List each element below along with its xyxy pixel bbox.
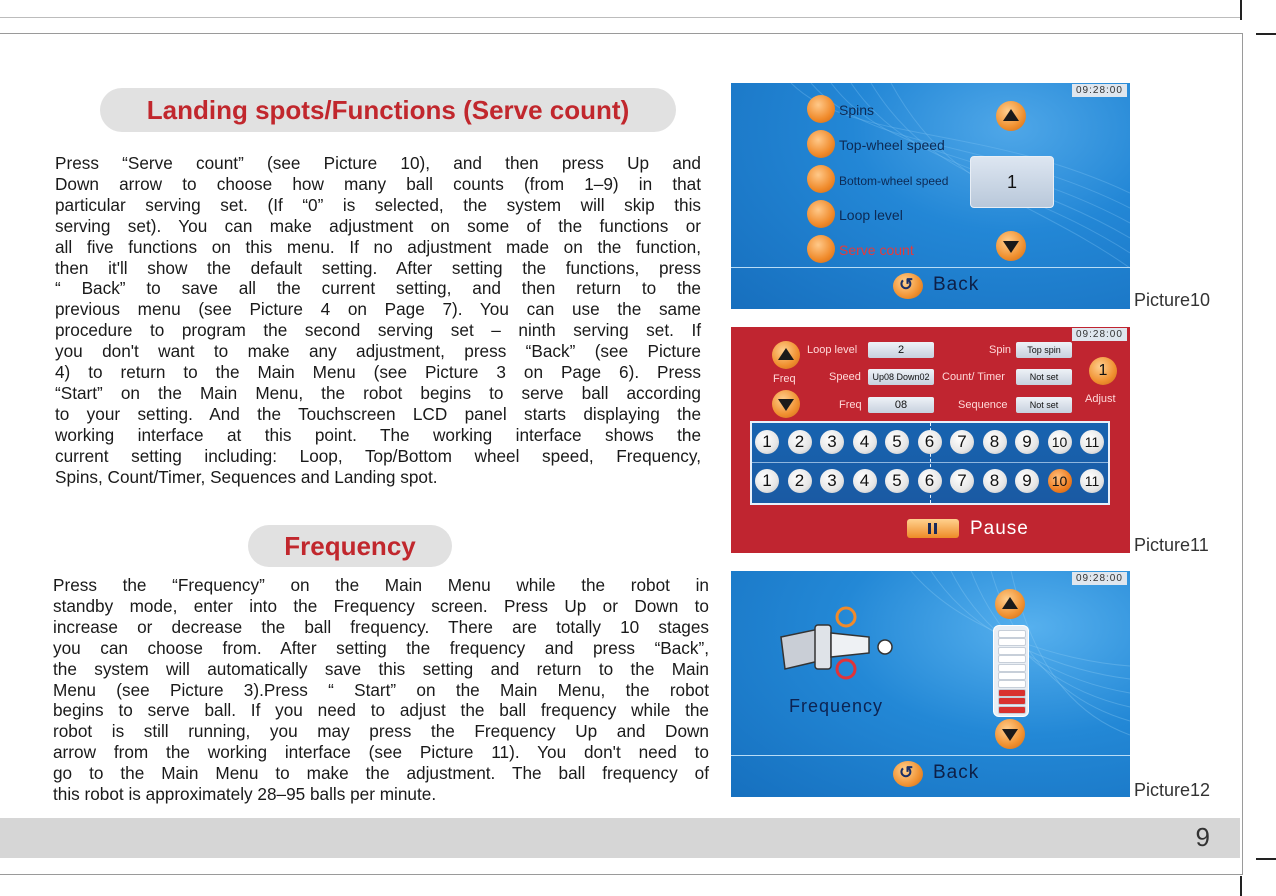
caption-picture12: Picture12 (1134, 780, 1211, 800)
caption-picture11: Picture11 (1134, 535, 1209, 555)
up-arrow-icon (1002, 597, 1018, 609)
paragraph-line: all five functions on this menu. If no adjustment made on the function, (55, 236, 701, 257)
landing-spot-button[interactable]: 5 (885, 469, 909, 493)
serve-count-button[interactable] (807, 235, 835, 263)
crop-mark (1240, 876, 1242, 896)
landing-spot-button[interactable]: 11 (1080, 469, 1104, 493)
meter-segment (998, 706, 1026, 714)
landing-spot-button[interactable]: 5 (885, 430, 909, 454)
down-arrow-icon (778, 399, 794, 411)
loop-level-button[interactable] (807, 200, 835, 228)
freq-value: 08 (868, 397, 934, 413)
meter-segment (998, 697, 1026, 705)
paragraph-line: you don't want to make any adjustment, press “Back” (see Picture (55, 341, 701, 362)
landing-spot-button[interactable]: 2 (788, 469, 812, 493)
sequence-value: Not set (1016, 397, 1072, 413)
frequency-down-button[interactable] (995, 719, 1025, 749)
paragraph-line: begins to serve ball. If you need to adjust the ball frequency while the (53, 700, 709, 721)
paragraph-line: Menu (see Picture 3).Press “ Start” on the Main Menu, the robot (53, 679, 709, 700)
paragraph-line: previous menu (see Picture 4 on Page 7). You can use the same (55, 299, 701, 320)
paragraph-line: working interface at this point. The working interface shows the (55, 424, 701, 445)
frequency-up-button[interactable] (995, 589, 1025, 619)
frequency-level-meter (993, 625, 1029, 717)
landing-spot-button[interactable]: 11 (1080, 430, 1104, 454)
freq-side-label: Freq (773, 373, 796, 385)
landing-spot-button[interactable]: 10 (1048, 430, 1072, 454)
freq-down-button[interactable] (772, 390, 800, 418)
down-arrow-button[interactable] (996, 231, 1026, 261)
speed-value: Up08 Down02 (868, 369, 934, 385)
paragraph-line: Press “Serve count” (see Picture 10), and then press Up and (55, 153, 701, 173)
meter-segment (998, 672, 1026, 680)
meter-segment (998, 655, 1026, 663)
divider (731, 267, 1130, 268)
robot-head-icon (779, 603, 899, 683)
pause-label: Pause (970, 518, 1029, 539)
picture10-screen (731, 83, 1130, 309)
menu-label-serve-count[interactable]: Serve count (839, 242, 914, 258)
landing-spot-button[interactable]: 9 (1015, 469, 1039, 493)
paragraph-line: go to the Main Menu to make the adjustment. The ball frequency of (53, 763, 709, 784)
crop-mark (1240, 0, 1242, 20)
up-arrow-button[interactable] (996, 101, 1026, 131)
frequency-paragraph (53, 575, 709, 805)
back-arrow-icon: ↺ (899, 763, 914, 782)
freq-label: Freq (839, 399, 862, 411)
count-timer-label: Count/ Timer (942, 371, 1005, 383)
top-wheel-button[interactable] (807, 130, 835, 158)
paragraph-line: standby mode, enter into the Frequency screen. Press Up or Down to (53, 595, 709, 616)
section-heading-serve-count: Landing spots/Functions (Serve count) (100, 88, 676, 132)
spin-value: Top spin (1016, 342, 1072, 358)
paragraph-line: robot is still running, you may press the Frequency Up and Down (53, 721, 709, 742)
landing-spot-button[interactable]: 4 (853, 469, 877, 493)
paragraph-line: Press the “Frequency” on the Main Menu while the robot in (53, 575, 709, 595)
down-arrow-icon (1003, 241, 1019, 253)
spin-label: Spin (989, 344, 1012, 356)
landing-spot-button[interactable]: 10 (1048, 469, 1072, 493)
paragraph-line: to your setting. And the Touchscreen LCD panel starts displaying the (55, 403, 701, 424)
landing-spot-button[interactable]: 8 (983, 430, 1007, 454)
crop-mark (1256, 33, 1276, 35)
clock: 09:28:00 (1072, 84, 1127, 97)
paragraph-line: “Start” on the Main Menu, the robot begins to serve ball according (55, 382, 701, 403)
paragraph-line: 4) to return to the Main Menu (see Picture 3 on Page 6). Press (55, 362, 701, 383)
paragraph-line: arrow from the working interface (see Picture 11). You don't need to (53, 742, 709, 763)
back-button[interactable] (893, 272, 1003, 300)
loop-level-value: 2 (868, 342, 934, 358)
paragraph-line: you can choose from. After setting the frequency and press “Back”, (53, 637, 709, 658)
paragraph-line: particular serving set. (If “0” is selected, the system will skip this (55, 194, 701, 215)
paragraph-line: Spins, Count/Timer, Sequences and Landing spot. (55, 466, 438, 487)
paragraph-line: then it'll show the default setting. After setting the functions, press (55, 257, 701, 278)
landing-spot-button[interactable]: 1 (755, 469, 779, 493)
landing-spot-button[interactable]: 1 (755, 430, 779, 454)
paragraph-line: procedure to program the second serving set – ninth serving set. If (55, 320, 701, 341)
menu-label-loop-level[interactable]: Loop level (839, 207, 903, 223)
landing-spot-button[interactable]: 8 (983, 469, 1007, 493)
paragraph-line: Down arrow to choose how many ball counts (from 1–9) in that (55, 173, 701, 194)
back-button[interactable] (893, 760, 1003, 788)
meter-segment (998, 647, 1026, 655)
meter-segment (998, 664, 1026, 672)
section-heading-frequency: Frequency (248, 525, 452, 567)
landing-spot-button[interactable]: 7 (950, 430, 974, 454)
frequency-label: Frequency (789, 696, 884, 716)
divider (731, 755, 1130, 756)
paragraph-line: serving set). You can make adjustment on some of the functions or (55, 215, 701, 236)
picture11-screen (731, 327, 1130, 553)
meter-segment (998, 680, 1026, 688)
page-number: 9 (1195, 822, 1210, 852)
footer-bar (0, 818, 1240, 858)
crop-mark (1256, 858, 1276, 860)
landing-spot-button[interactable]: 3 (820, 469, 844, 493)
clock: 09:28:00 (1072, 328, 1127, 341)
down-arrow-icon (1002, 729, 1018, 741)
landing-spot-button[interactable]: 9 (1015, 430, 1039, 454)
paragraph-line: “ Back” to save all the current setting, and then return to the (55, 278, 701, 299)
back-label: Back (933, 274, 980, 295)
paragraph-line: current setting including: Loop, Top/Bottom wheel speed, Frequency, (55, 445, 701, 466)
landing-spot-button[interactable]: 6 (918, 469, 942, 493)
menu-label-spins[interactable]: Spins (839, 102, 875, 118)
landing-spot-button[interactable]: 4 (853, 430, 877, 454)
meter-segment (998, 630, 1026, 638)
bottom-wheel-button[interactable] (807, 165, 835, 193)
spins-button[interactable] (807, 95, 835, 123)
top-rule (0, 17, 1240, 18)
paragraph-line: the system will automatically save this setting and return to the Main (53, 658, 709, 679)
up-arrow-icon (1003, 109, 1019, 121)
loop-level-label: Loop level (807, 344, 858, 356)
value-display: 1 (970, 156, 1054, 208)
paragraph-line: increase or decrease the ball frequency. There are totally 10 stages (53, 616, 709, 637)
picture12-screen (731, 571, 1130, 797)
court-mid-line (752, 462, 1108, 463)
adjust-button[interactable]: 1 (1089, 357, 1117, 385)
landing-spot-button[interactable]: 2 (788, 430, 812, 454)
speed-label: Speed (829, 371, 861, 383)
landing-spot-button[interactable]: 6 (918, 430, 942, 454)
landing-spot-court (750, 421, 1110, 505)
landing-spot-button[interactable]: 7 (950, 469, 974, 493)
freq-up-button[interactable] (772, 341, 800, 369)
back-arrow-icon: ↺ (899, 275, 914, 294)
clock: 09:28:00 (1072, 572, 1127, 585)
menu-label-bottom-wheel[interactable]: Bottom-wheel speed (839, 174, 949, 188)
count-timer-value: Not set (1016, 369, 1072, 385)
landing-spot-button[interactable]: 3 (820, 430, 844, 454)
back-label: Back (933, 762, 980, 783)
menu-label-top-wheel[interactable]: Top-wheel speed (839, 137, 945, 153)
up-arrow-icon (778, 348, 794, 360)
sequence-label: Sequence (958, 399, 1008, 411)
serve-count-paragraph (55, 153, 701, 488)
pause-icon (907, 519, 959, 538)
paragraph-line: this robot is approximately 28–95 balls per minute. (53, 784, 437, 805)
meter-segment (998, 689, 1026, 697)
adjust-label: Adjust (1085, 393, 1116, 405)
caption-picture10: Picture10 (1134, 290, 1211, 310)
meter-segment (998, 638, 1026, 646)
